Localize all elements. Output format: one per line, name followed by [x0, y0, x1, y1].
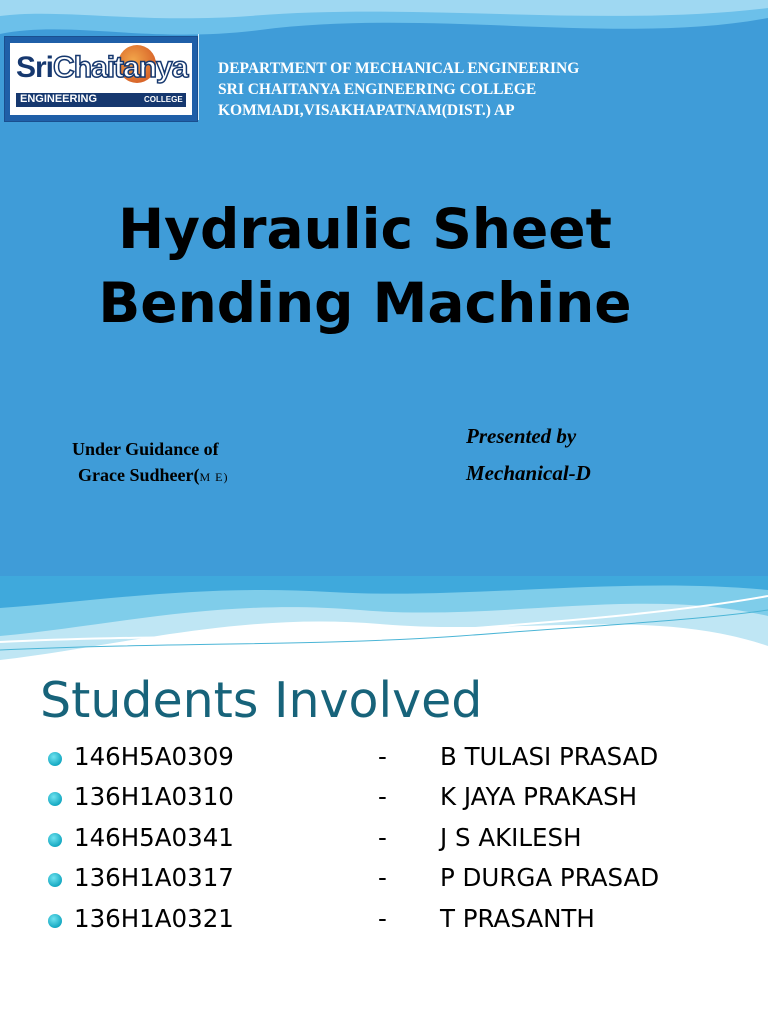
student-name: K JAYA PRAKASH: [440, 782, 638, 812]
student-id: 136H1A0310: [74, 782, 234, 812]
bullet-icon: [48, 752, 62, 766]
college-line: SRI CHAITANYA ENGINEERING COLLEGE: [218, 81, 537, 98]
bullet-icon: [48, 914, 62, 928]
student-id: 146H5A0309: [74, 742, 234, 771]
guide-name: Grace Sudheer(M E): [78, 465, 229, 485]
bullet-icon: [48, 873, 62, 887]
logo-divider: [198, 34, 199, 120]
separator: -: [378, 822, 387, 852]
student-id: 146H5A0341: [74, 822, 234, 852]
bullet-icon: [48, 833, 62, 847]
presentation-title: Hydraulic Sheet Bending Machine: [98, 197, 632, 335]
student-name: T PRASANTH: [440, 903, 595, 933]
guidance-block: Under Guidance of Grace Sudheer(M E): [72, 436, 228, 490]
college-logo: SriChaitanya ENGINEERING COLLEGE: [4, 36, 198, 122]
address-line: KOMMADI,VISAKHAPATNAM(DIST.) AP: [218, 102, 515, 119]
separator: -: [378, 782, 387, 812]
student-id: 136H1A0317: [74, 863, 234, 893]
separator: -: [378, 742, 387, 771]
section-heading: Students Involved: [40, 672, 483, 729]
separator: -: [378, 863, 387, 893]
department-line: DEPARTMENT OF MECHANICAL ENGINEERING: [218, 60, 580, 77]
student-id: 136H1A0321: [74, 903, 234, 933]
bullet-icon: [48, 792, 62, 806]
student-name: J S AKILESH: [440, 822, 582, 852]
student-name: B TULASI PRASAD: [440, 742, 659, 771]
department-header: [218, 58, 579, 121]
presented-by-block: Presented by Mechanical-D: [466, 424, 591, 485]
student-name: P DURGA PRASAD: [440, 863, 660, 893]
separator: -: [378, 903, 387, 933]
decorative-wave: [0, 576, 768, 676]
students-slide: [0, 576, 768, 1024]
